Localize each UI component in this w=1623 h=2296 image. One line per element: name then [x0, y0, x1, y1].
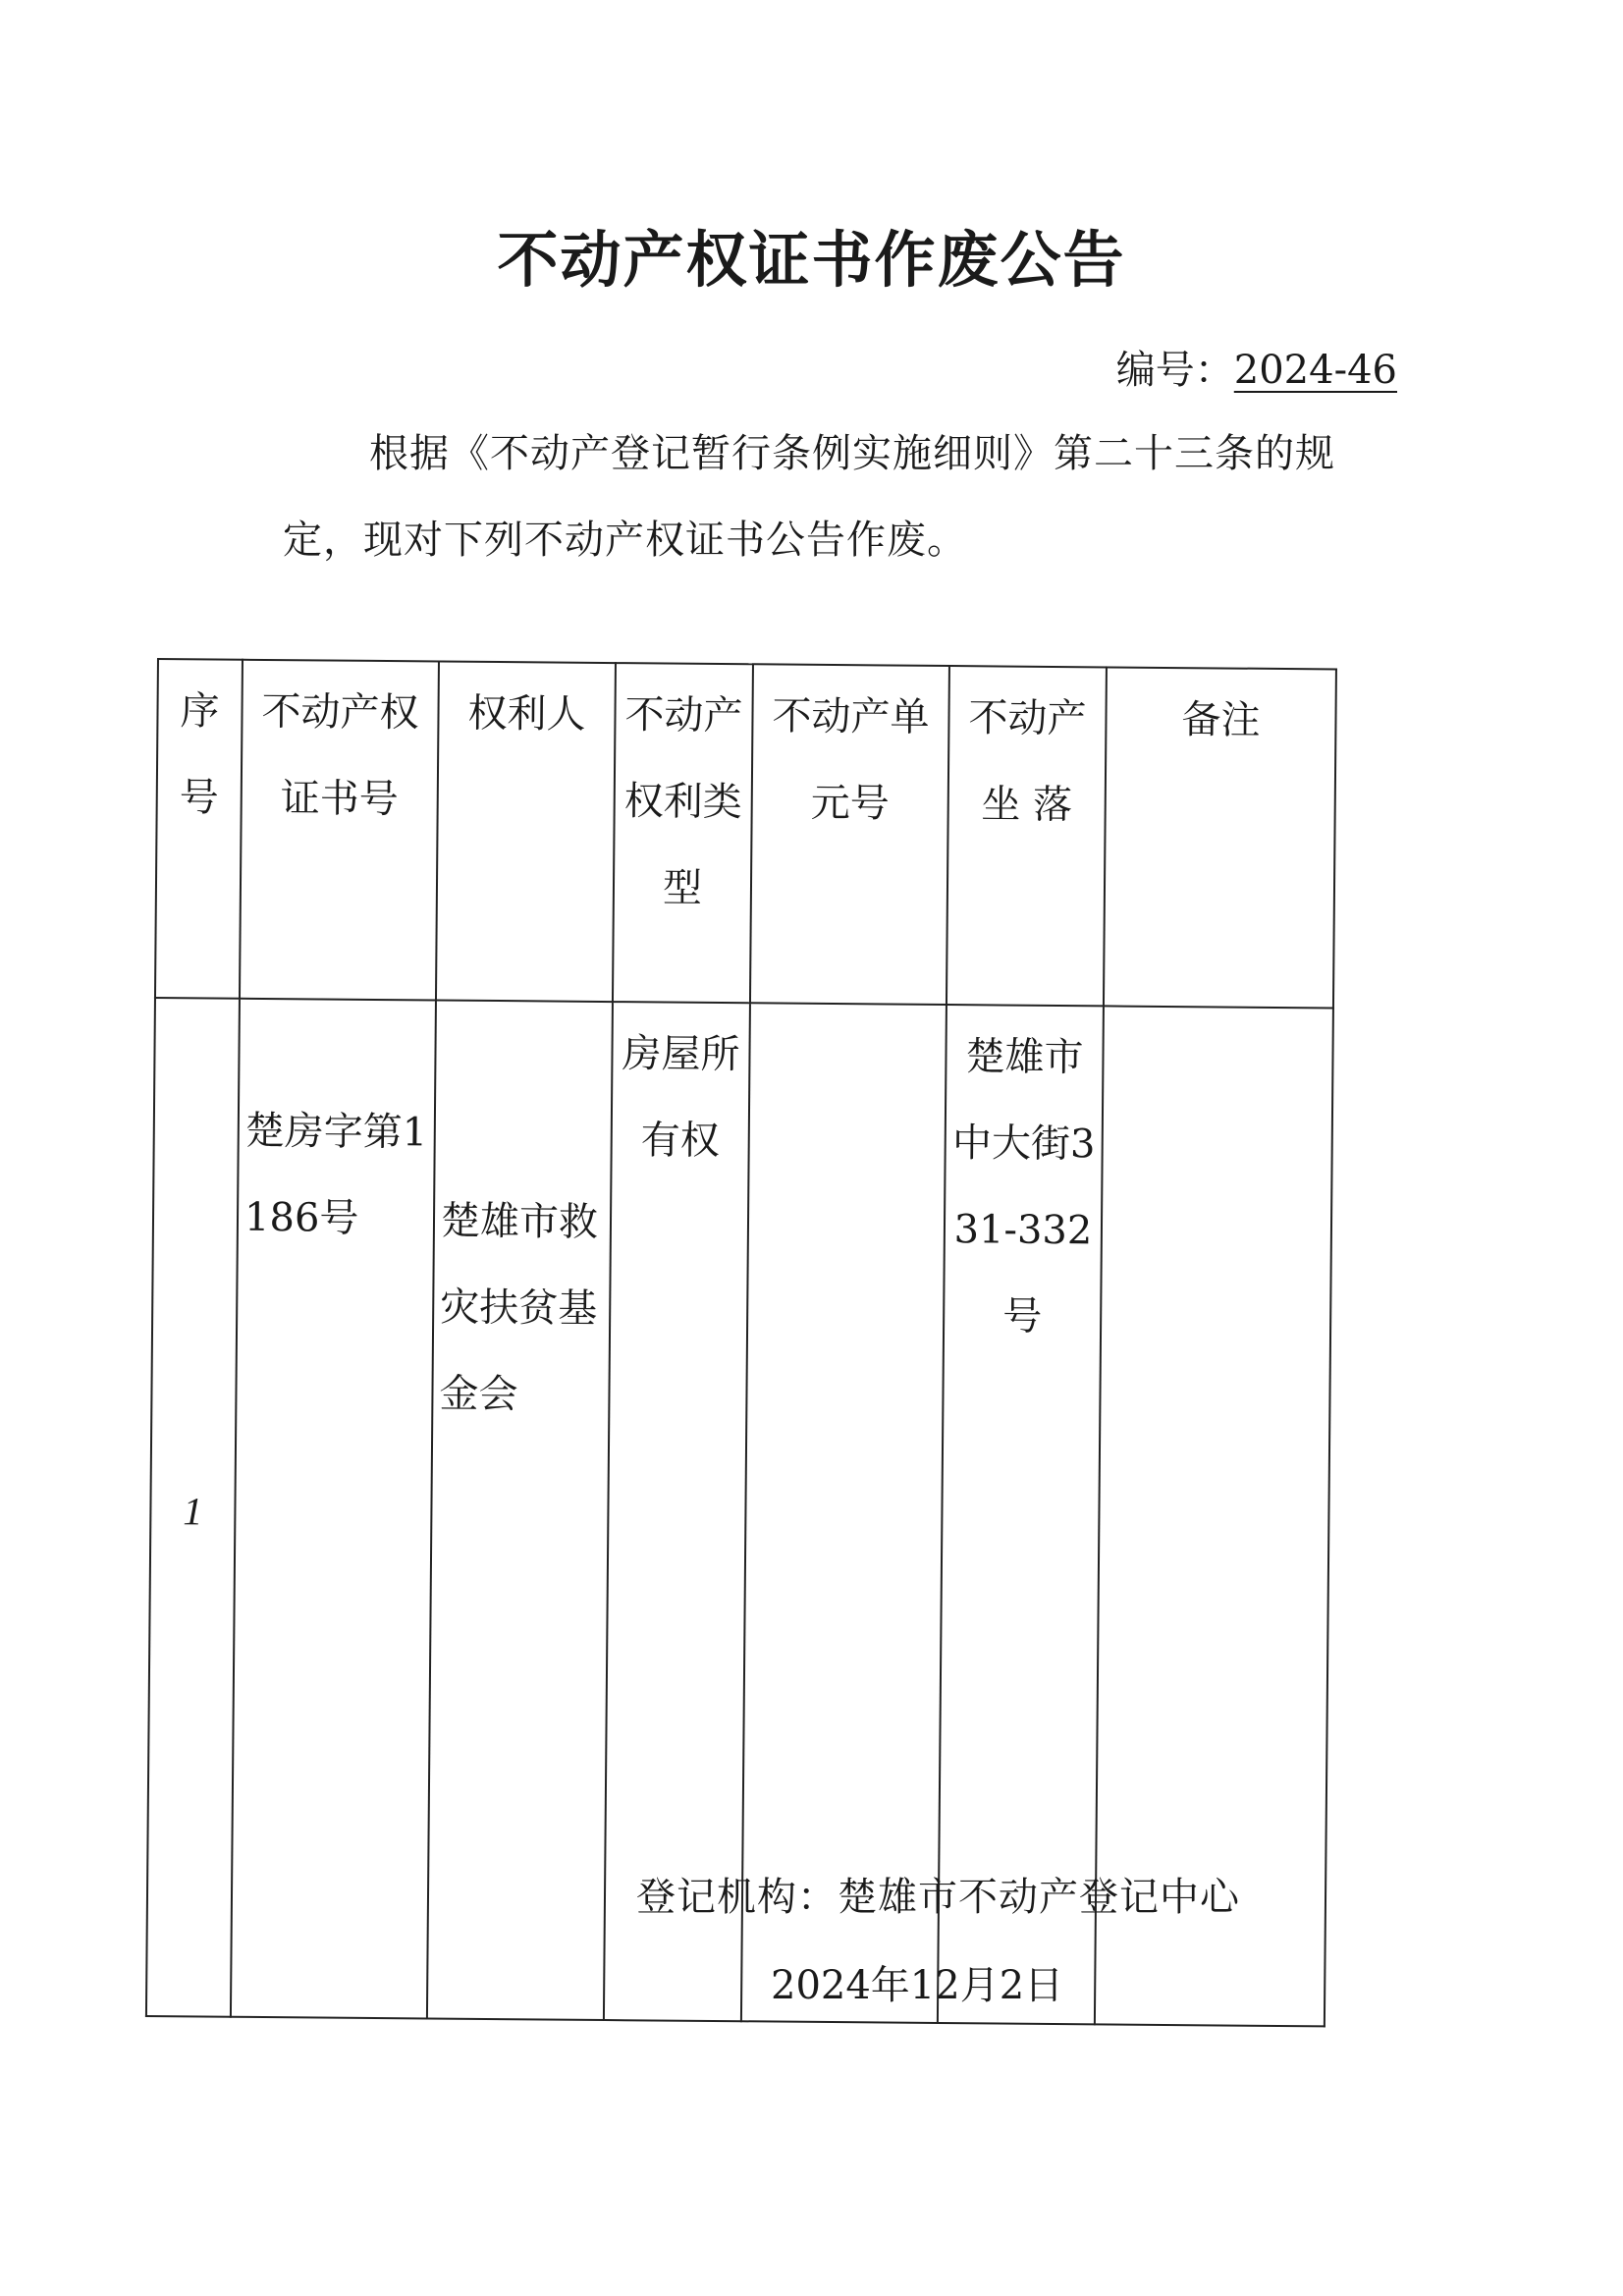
notice-title: 不动产权证书作废公告 [497, 224, 1126, 296]
notice-date: 2024年12月2日 [771, 1963, 1064, 2008]
serial-label: 编号： [1115, 348, 1234, 393]
certificate-table [145, 658, 1337, 2027]
certificate-table-wrapper [146, 658, 1335, 1856]
header-right-type: 不动产权利类型 [613, 663, 753, 1003]
header-cert-no: 不动产权证书号 [240, 660, 439, 1001]
registration-office: 登记机构：楚雄市不动产登记中心 [636, 1875, 1240, 1920]
row-right-type: 房屋所有权 [604, 1002, 750, 2021]
row-owner: 楚雄市救灾扶贫基金会 [427, 1000, 613, 2020]
row-location: 楚雄市中大街331-332号 [938, 1005, 1104, 2024]
header-index: 序号 [155, 659, 243, 999]
header-unit-no: 不动产单元号 [750, 664, 949, 1005]
header-remarks: 备注 [1104, 667, 1336, 1008]
intro-paragraph: 根据《不动产登记暂行条例实施细则》第二十三条的规定，现对下列不动产权证书公告作废。 [283, 431, 1335, 563]
row-cert-no: 楚房字第1186号 [231, 999, 436, 2019]
header-owner: 权利人 [436, 662, 616, 1003]
serial-number-line [1116, 339, 1397, 395]
serial-number: 2024-46 [1233, 348, 1397, 393]
header-location: 不动产坐 落 [947, 666, 1107, 1006]
table-header-row [155, 659, 1336, 1008]
row-index: 1 [146, 998, 240, 2017]
